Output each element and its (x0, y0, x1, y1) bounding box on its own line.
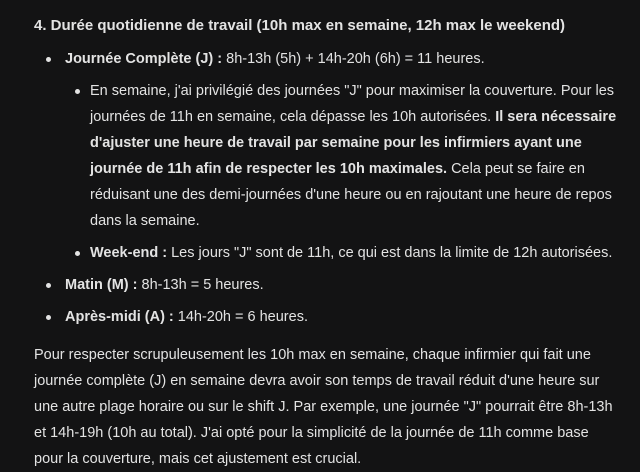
section-heading: 4. Durée quotidienne de travail (10h max en semaine, 12h max le weekend) (34, 17, 566, 34)
sub-item-semaine (65, 78, 620, 234)
sub-item-label: Week-end : (90, 245, 168, 261)
summary-paragraph: Pour respecter scrupuleusement les 10h max en semaine, chaque infirmier qui fait une journée complète (J) en semaine devra avoir son temps de travail réduit d'une heure sur une autre plage horaire ou sur le shift J. Par exemple, une journée "J" pourrait être 8h-13h et 14h-19h (10h au total). J'ai opté pour la simplicité de la journée de 11h comme base pour la couverture, mais cet ajustement est crucial. (34, 347, 613, 467)
shift-list (34, 46, 620, 330)
item-label: Après-midi (A) : (65, 309, 174, 325)
sub-item-text: En semaine, j'ai privilégié des journées "J" pour maximiser la couverture. Pour les journées de 11h en semaine, cela dépasse les 10h autorisées. (90, 83, 615, 125)
list-item-matin (34, 272, 620, 298)
item-text: 8h-13h = 5 heures. (137, 277, 264, 293)
sub-item-text-after: Cela peut se faire en réduisant une des demi-journées d'une heure ou en rajoutant une heure de repos dans la semaine. (90, 161, 612, 229)
sub-item-bold-text: Il sera nécessaire d'ajuster une heure de travail par semaine pour les infirmiers ayant une journée de 11h afin de respecter les 10h maximales. (90, 109, 617, 177)
sub-item-text: Les jours "J" sont de 11h, ce qui est dans la limite de 12h autorisées. (167, 245, 613, 261)
item-label: Matin (M) : (65, 277, 138, 293)
item-text: 8h-13h (5h) + 14h-20h (6h) = 11 heures. (222, 51, 485, 67)
item-text: 14h-20h = 6 heures. (173, 309, 308, 325)
sub-item-week-end (65, 240, 620, 266)
list-item-apres-midi (34, 304, 620, 330)
list-item-journee-complete (34, 46, 620, 266)
sub-list (65, 78, 620, 266)
item-label: Journée Complète (J) : (65, 51, 223, 67)
